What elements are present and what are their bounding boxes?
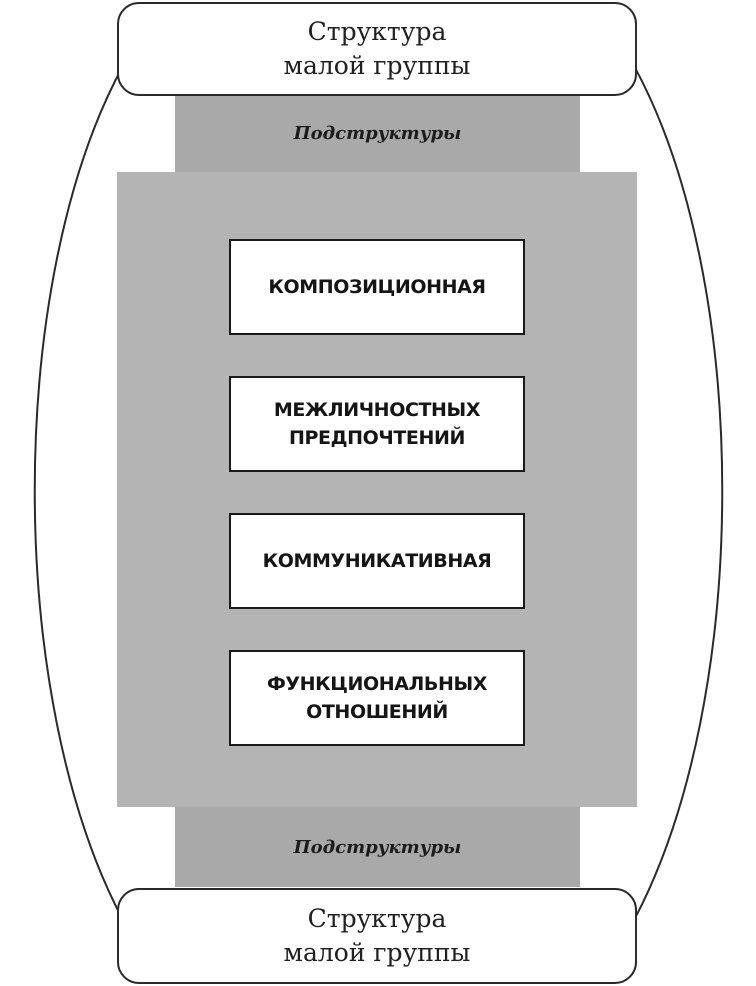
top-structure-line1: Структура	[307, 17, 447, 46]
top-substructures-label: Подструктуры	[293, 122, 462, 144]
bottom-substructures-label: Подструктуры	[293, 836, 462, 858]
substructure-label: ФУНКЦИОНАЛЬНЫХ	[266, 673, 488, 695]
substructure-label-line2: ОТНОШЕНИЙ	[306, 701, 448, 723]
substructure-interpersonal-preferences	[229, 376, 525, 472]
substructure-label-line2: ПРЕДПОЧТЕНИЙ	[289, 427, 465, 449]
substructure-functional-relations	[229, 650, 525, 746]
substructure-communicative	[229, 513, 525, 609]
bottom-structure-line2: малой группы	[283, 938, 471, 967]
substructure-compositional	[229, 239, 525, 335]
left-connector-arc	[35, 64, 124, 922]
bottom-structure-line1: Структура	[307, 904, 447, 933]
top-structure-box	[117, 2, 637, 96]
right-connector-arc	[633, 64, 722, 922]
top-structure-line2: малой группы	[283, 51, 471, 80]
substructure-label: МЕЖЛИЧНОСТНЫХ	[273, 399, 481, 421]
bottom-substructures-band	[175, 807, 580, 887]
substructure-label: КОМПОЗИЦИОННАЯ	[268, 276, 486, 298]
substructure-label: КОММУНИКАТИВНАЯ	[262, 550, 492, 572]
bottom-structure-box	[117, 888, 637, 984]
top-substructures-band	[175, 94, 580, 172]
